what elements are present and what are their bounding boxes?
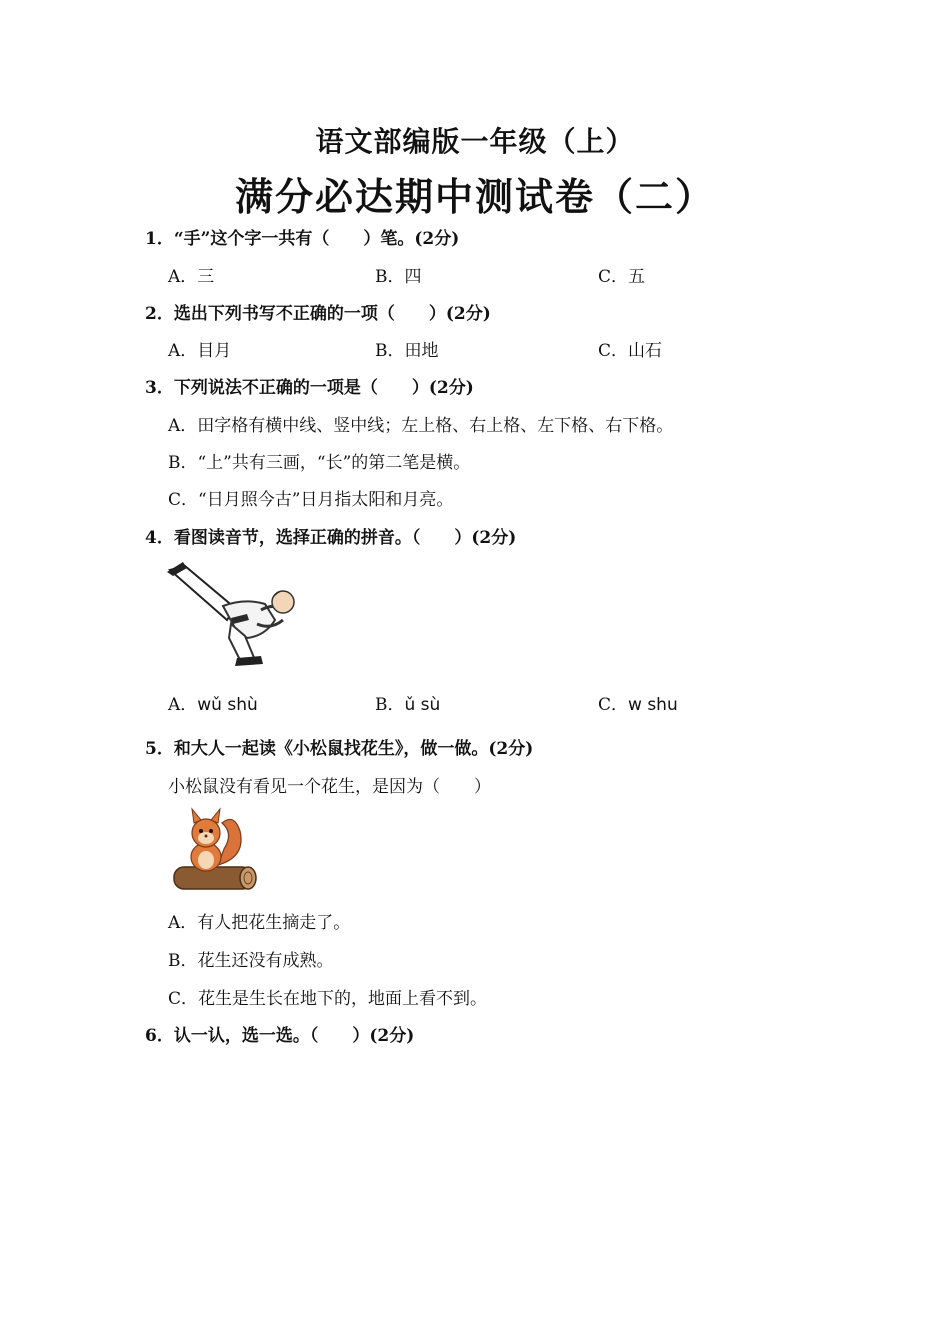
question-5-prompt: 小松鼠没有看见一个花生，是因为（ ） xyxy=(168,777,491,797)
question-4-option-c xyxy=(598,690,678,715)
question-4-option-a xyxy=(168,690,258,715)
option-pinyin: wǔ shù xyxy=(197,695,258,715)
martial-arts-kick-illustration xyxy=(165,558,310,670)
exam-title: 满分必达期中测试卷（二） xyxy=(234,174,715,219)
question-1-option-c: C．五 xyxy=(598,267,646,287)
question-5-option-b: B．花生还没有成熟。 xyxy=(168,951,334,971)
question-1-stem: 1．“手”这个字一共有（ ）笔。(2分) xyxy=(145,229,460,249)
squirrel-illustration xyxy=(168,805,260,895)
question-3-option-c: C．“日月照今古”日月指太阳和月亮。 xyxy=(168,490,454,510)
exam-subtitle: 语文部编版一年级（上） xyxy=(315,125,635,158)
option-pinyin: ǔ sù xyxy=(404,695,441,715)
option-prefix: C． xyxy=(598,695,629,715)
question-3-option-b: B．“上”共有三画，“长”的第二笔是横。 xyxy=(168,453,471,473)
question-2-option-a: A．目月 xyxy=(168,341,232,361)
question-6-stem: 6．认一认，选一选。（ ）(2分) xyxy=(145,1026,415,1046)
question-4-option-b xyxy=(375,690,440,715)
question-1-option-b: B．四 xyxy=(375,267,422,287)
option-prefix: B． xyxy=(375,695,405,715)
question-1-option-a: A．三 xyxy=(168,267,215,287)
question-3-option-a: A．田字格有横中线、竖中线；左上格、右上格、左下格、右下格。 xyxy=(168,416,674,436)
question-5-stem: 5．和大人一起读《小松鼠找花生》，做一做。(2分) xyxy=(145,739,534,759)
question-3-stem: 3．下列说法不正确的一项是（ ）(2分) xyxy=(145,378,474,398)
question-2-stem: 2．选出下列书写不正确的一项（ ）(2分) xyxy=(145,304,491,324)
option-prefix: A． xyxy=(168,695,198,715)
question-2-option-c: C．山石 xyxy=(598,341,663,361)
question-5-option-a: A．有人把花生摘走了。 xyxy=(168,913,351,933)
question-2-option-b: B．田地 xyxy=(375,341,439,361)
question-5-option-c: C．花生是生长在地下的，地面上看不到。 xyxy=(168,989,488,1009)
option-pinyin: w shu xyxy=(628,695,678,715)
question-4-stem: 4．看图读音节，选择正确的拼音。（ ）(2分) xyxy=(145,528,517,548)
